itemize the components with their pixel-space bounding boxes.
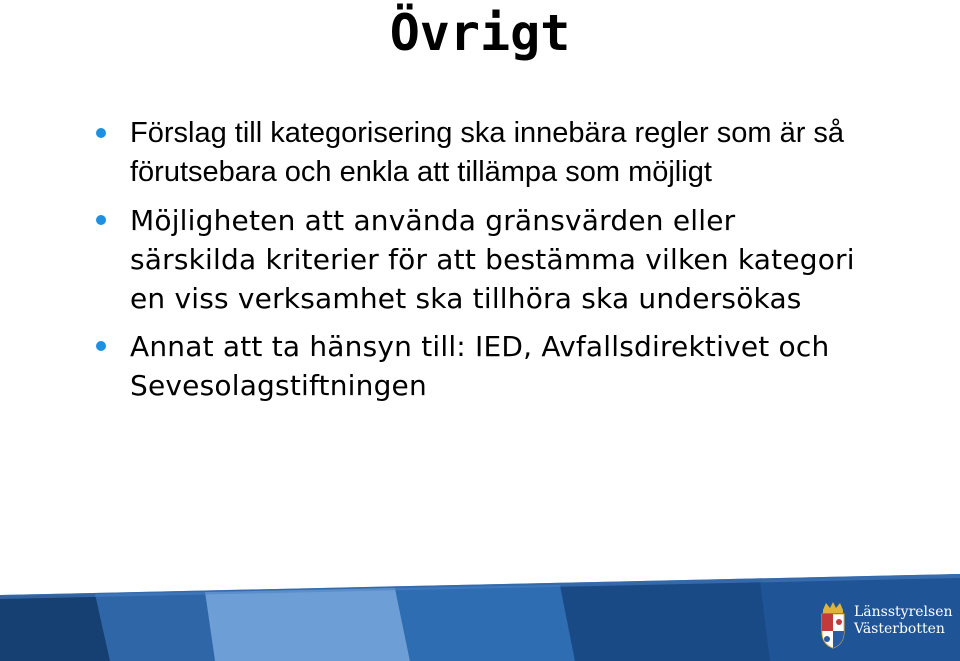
coat-of-arms-icon xyxy=(818,600,848,650)
band-segment-5 xyxy=(560,581,770,661)
band-segment-4 xyxy=(395,585,575,661)
bullet-text: Förslag till kategorisering ska innebära regler som är så förutsebara och enkla att tillämpa som möjligt xyxy=(130,117,845,188)
bullet-text: Annat att ta hänsyn till: IED, Avfallsdirektivet och Sevesolagstiftningen xyxy=(130,330,830,402)
logo-line-2: Västerbotten xyxy=(854,621,945,637)
band-segment-1 xyxy=(0,594,110,661)
band-segment-3 xyxy=(205,588,410,661)
bullet-text: Möjligheten att använda gränsvärden eller särskilda kriterier för att bestämma vilken kategori en viss verksamhet ska tillhöra ska undersökas xyxy=(130,204,855,315)
band-segment-2 xyxy=(95,592,215,661)
logo-line-1: Länsstyrelsen xyxy=(854,604,953,620)
logo-wordmark xyxy=(854,604,953,638)
slide-title: Övrigt xyxy=(389,4,571,62)
logo xyxy=(818,600,953,652)
